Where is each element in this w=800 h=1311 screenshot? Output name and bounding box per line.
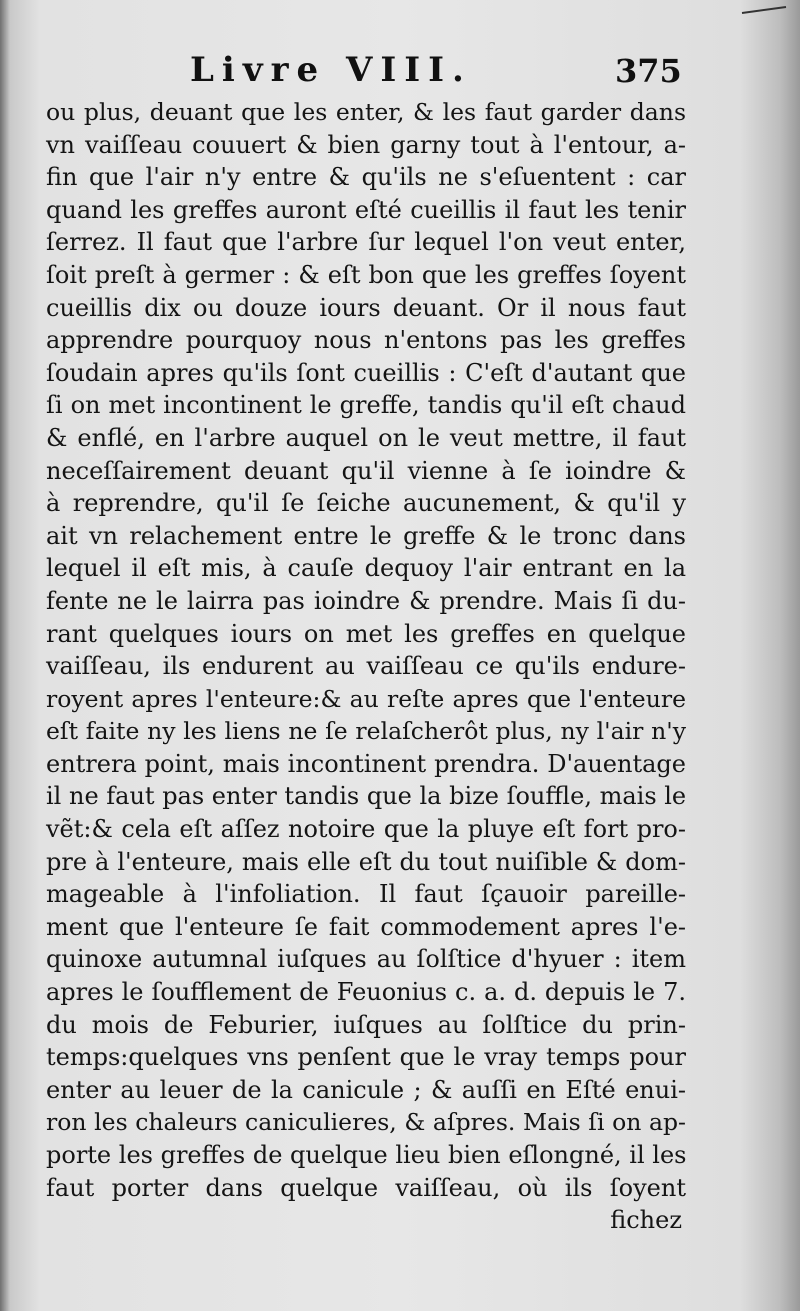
- text-line: vẽt:& cela eſt aſſez notoire que la pluye eſt fort pro-: [46, 815, 686, 844]
- catchword-container: [46, 1206, 686, 1234]
- text-line: fente ne le lairra pas ioindre & prendre. Mais ſi du-: [46, 586, 686, 615]
- text-line: porte les greffes de quelque lieu bien eſlongné, il les: [46, 1141, 687, 1169]
- text-line: rant quelques iours on met les greffes en quelque: [46, 619, 686, 648]
- text-line: apres le ſoufflement de Feuonius c. a. d. depuis le 7.: [46, 978, 686, 1007]
- text-line: pre à l'enteure, mais elle eſt du tout nuiſible & dom-: [46, 847, 686, 876]
- text-line: ou plus, deuant que les enter, & les faut garder dans: [46, 98, 686, 126]
- text-line: temps:quelques vns penſent que le vray temps pour: [46, 1043, 686, 1072]
- text-line: royent apres l'enteure:& au reſte apres que l'enteure: [46, 684, 686, 713]
- text-line: ſerrez. Il faut que l'arbre ſur lequel l'on veut enter,: [46, 228, 686, 257]
- page-number: 375: [615, 52, 682, 90]
- text-line: vaiſſeau, ils endurent au vaiſſeau ce qu'ils endure-: [46, 652, 686, 681]
- catchword: fichez: [610, 1206, 682, 1234]
- text-line: ſoudain apres qu'ils ſont cueillis : C'eſt d'autant que: [46, 358, 686, 387]
- page-header: [0, 50, 800, 100]
- text-line: fin que l'air n'y entre & qu'ils ne s'eſuentent : car: [46, 163, 686, 192]
- text-line: neceſſairement deuant qu'il vienne à ſe ioindre &: [46, 456, 686, 485]
- text-line: & enflé, en l'arbre auquel on le veut mettre, il faut: [46, 423, 686, 452]
- text-line: du mois de Feburier, iuſques au ſolſtice du prin-: [46, 1010, 686, 1039]
- text-line: ſoit preſt à germer : & eſt bon que les greffes ſoyent: [46, 260, 686, 289]
- text-line: cueillis dix ou douze iours deuant. Or il nous faut: [46, 293, 686, 322]
- text-line: faut porter dans quelque vaiſſeau, où ils ſoyent: [46, 1173, 686, 1202]
- text-line: ron les chaleurs caniculieres, & aſpres. Mais ſi on ap-: [46, 1108, 686, 1137]
- running-title: Livre VIII.: [190, 50, 472, 90]
- text-line: quinoxe autumnal iuſques au ſolſtice d'hyuer : item: [46, 945, 686, 974]
- text-line: à reprendre, qu'il ſe ſeiche aucunement, & qu'il y: [46, 489, 686, 518]
- text-line: eſt faite ny les liens ne ſe relaſcherôt plus, ny l'air n'y: [46, 717, 686, 746]
- text-line: il ne faut pas enter tandis que la bize ſouffle, mais le: [46, 782, 687, 811]
- text-line: ſi on met incontinent le greffe, tandis qu'il eſt chaud: [46, 391, 686, 420]
- page-edge-mark: [740, 0, 790, 10]
- text-line: enter au leuer de la canicule ; & auſſi en Eſté enui-: [46, 1075, 686, 1104]
- text-line: vn vaiſſeau couuert & bien garny tout à l'entour, a-: [46, 130, 686, 159]
- text-line: apprendre pourquoy nous n'entons pas les greffes: [46, 326, 686, 355]
- text-line: entrera point, mais incontinent prendra. D'auentage: [46, 749, 686, 778]
- text-line: lequel il eſt mis, à cauſe dequoy l'air entrant en la: [46, 554, 686, 583]
- text-line: mageable à l'infoliation. Il faut ſçauoir pareille-: [46, 880, 686, 909]
- body-text: [46, 96, 686, 1204]
- text-line: quand les greffes auront eſté cueillis il faut les tenir: [46, 195, 686, 224]
- text-line: ment que l'enteure ſe fait commodement apres l'e-: [46, 912, 686, 941]
- text-line: ait vn relachement entre le greffe & le tronc dans: [46, 521, 686, 550]
